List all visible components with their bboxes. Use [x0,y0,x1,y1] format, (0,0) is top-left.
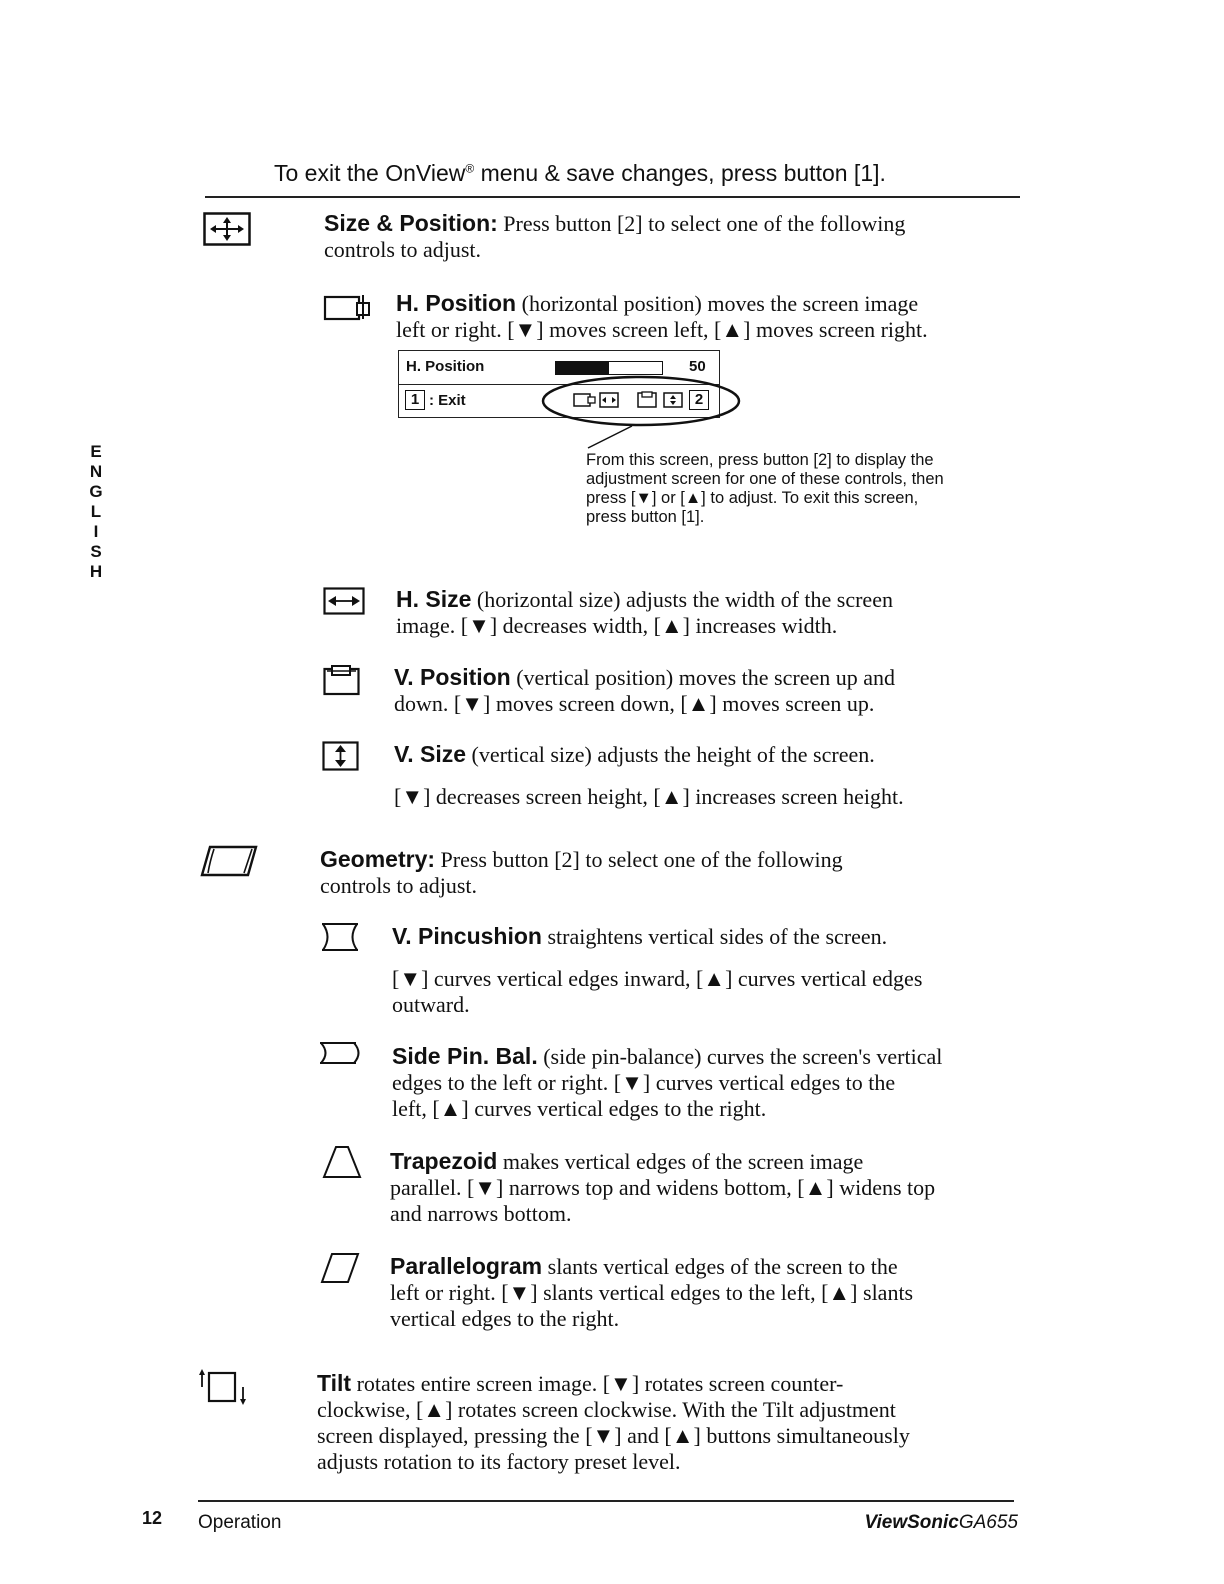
osd-highlight-callout [540,374,750,454]
v-position-title: V. Position [394,664,511,690]
footer-brand: ViewSonicGA655 [864,1512,1018,1533]
v-size-icon [322,741,360,771]
osd-control-label: H. Position [406,358,485,375]
footer-rule [198,1500,1014,1502]
osd-next-key: 2 [689,390,709,410]
osd-note: From this screen, press button [2] to display the adjustment screen for one of these controls, then press [▼] or [▲] to adjust. To exit this screen, press button [1]. [586,451,944,526]
v-position-section: V. Position (vertical position) moves the screen up and down. [▼] moves screen down, [▲] moves screen up. [394,664,896,716]
pincushion-icon [320,922,360,952]
tilt-title: Tilt [317,1370,352,1396]
size-position-title: Size & Position: [324,210,498,236]
parallelogram-section: Parallelogram slants vertical edges of the screen to the left or right. [▼] slants vertical edges to the left, [▲] slants vertical edges to the right. [390,1253,914,1331]
v-size-section: V. Size (vertical size) adjusts the height of the screen. [▼] decreases screen height, [▲] increases screen height. [394,741,904,809]
v-pincushion-title: V. Pincushion [392,923,542,949]
size-position-section: Size & Position: Press button [2] to select one of the following controls to adjust. [324,210,906,262]
side-language-label: E N G L I S H [89,442,103,581]
side-pin-balance-icon [318,1041,360,1065]
footer-section: Operation [198,1512,282,1533]
osd-exit-key: 1 [405,390,425,410]
osd-exit-label: : Exit [429,392,466,409]
v-pincushion-section: V. Pincushion straightens vertical sides of the screen. [▼] curves vertical edges inward, [▲] curves vertical edges outward. [392,923,923,1017]
geometry-icon [200,845,258,877]
h-size-icon [323,587,365,615]
tilt-section: Tilt rotates entire screen image. [▼] rotates screen counter- clockwise, [▲] rotates screen clockwise. With the Tilt adjustment screen displayed, pressing the [▼] and [▲] buttons simultaneously adjusts rotation to its factory preset level. [317,1370,910,1474]
side-pin-section: Side Pin. Bal. (side pin-balance) curves the screen's vertical edges to the left or right. [▼] curves vertical edges to the left, [▲] curves vertical edges to the right. [392,1043,943,1121]
h-position-section: H. Position (horizontal position) moves the screen image left or right. [▼] moves screen left, [▲] moves screen right. [396,290,928,342]
trapezoid-icon [322,1145,362,1179]
page-number: 12 [142,1508,163,1528]
header-rule [205,196,1020,198]
parallelogram-title: Parallelogram [390,1253,543,1279]
osd-level-bar [555,361,663,375]
trapezoid-section: Trapezoid makes vertical edges of the screen image parallel. [▼] narrows top and widens bottom, [▲] widens top and narrows bottom. [390,1148,936,1226]
osd-level-fill [556,362,609,374]
osd-level-value: 50 [689,358,706,375]
h-size-section: H. Size (horizontal size) adjusts the width of the screen image. [▼] decreases width, [▲] increases width. [396,586,893,638]
size-position-icon [203,212,251,246]
h-position-icon [323,291,375,323]
h-size-title: H. Size [396,586,472,612]
trapezoid-title: Trapezoid [390,1148,498,1174]
geometry-title: Geometry: [320,846,436,872]
geometry-section: Geometry: Press button [2] to select one of the following controls to adjust. [320,846,843,898]
exit-instruction: To exit the OnView® menu & save changes, press button [1]. [274,160,886,186]
v-position-icon [323,664,361,696]
v-size-title: V. Size [394,741,467,767]
parallelogram-icon [320,1252,360,1284]
tilt-icon [197,1367,257,1407]
h-position-title: H. Position [396,290,517,316]
side-pin-title: Side Pin. Bal. [392,1043,538,1069]
